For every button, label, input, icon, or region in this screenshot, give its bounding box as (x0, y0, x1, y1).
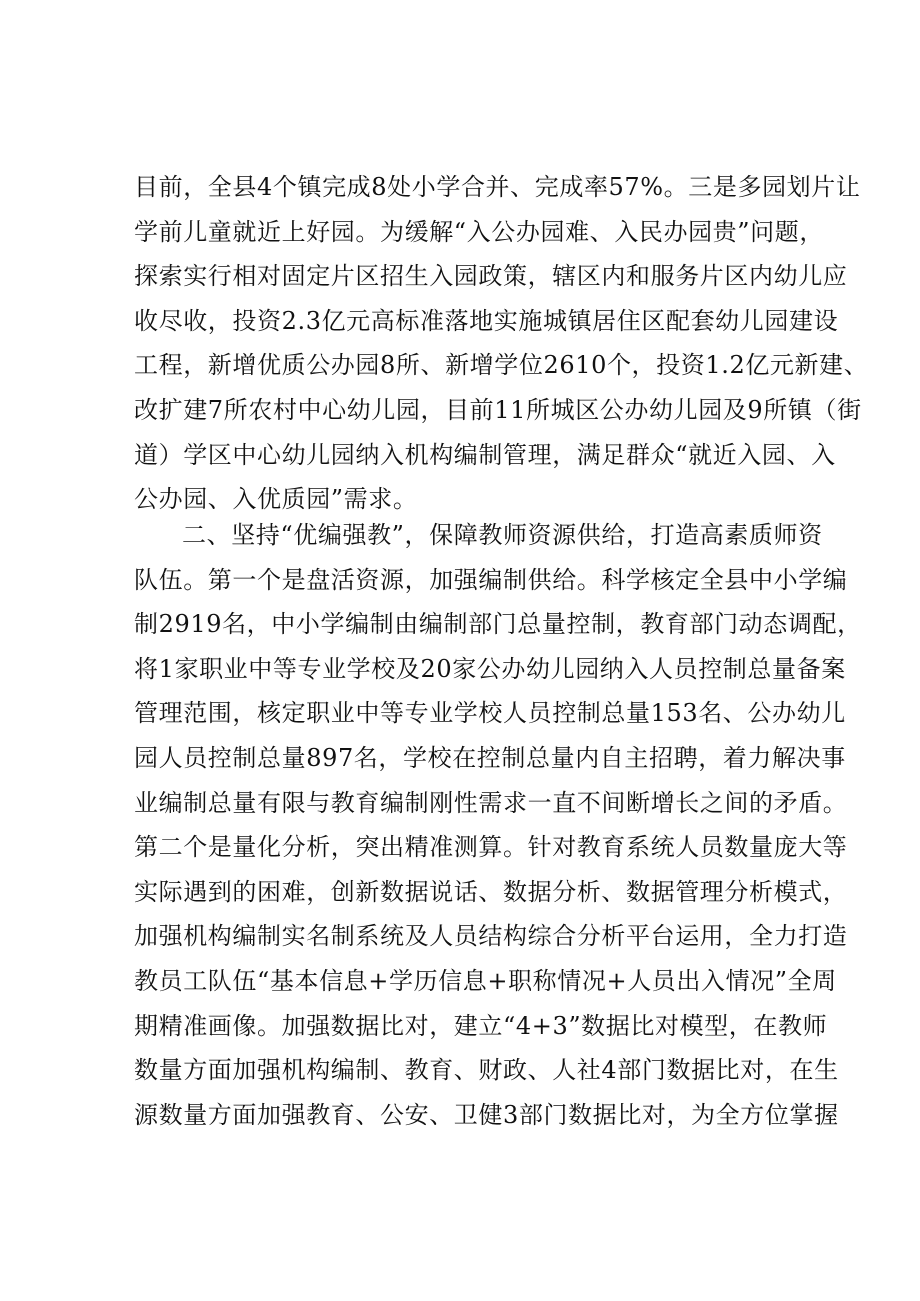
text-line: 道）学区中心幼儿园纳入机构编制管理，满足群众“就近入园、入 (134, 440, 836, 469)
text-line: 数量方面加强机构编制、教育、财政、人社4部门数据比对，在生 (134, 1056, 839, 1085)
text-line: 管理范围，核定职业中等专业学校人员控制总量153名、公办幼儿 (134, 699, 846, 728)
text-line: 将1家职业中等专业学校及20家公办幼儿园纳入人员控制总量备案 (134, 654, 846, 683)
text-line: 收尽收，投资2.3亿元高标准落地实施城镇居住区配套幼儿园建设 (134, 306, 839, 335)
text-line: 实际遇到的困难，创新数据说话、数据分析、数据管理分析模式， (134, 877, 848, 906)
text-line: 目前，全县4个镇完成8处小学合并、完成率57%。三是多园划片让 (134, 173, 861, 201)
paragraph-teacher-staffing (134, 513, 862, 1137)
text-line: 第二个是量化分析，突出精准测算。针对教育系统人员数量庞大等 (134, 833, 848, 862)
text-line: 二、坚持“优编强教”，保障教师资源供给，打造高素质师资 (182, 521, 823, 549)
text-line: 改扩建7所农村中心幼儿园，目前11所城区公办幼儿园及9所镇（街 (134, 395, 862, 424)
text-line: 学前儿童就近上好园。为缓解“入公办园难、入民办园贵”问题， (134, 217, 824, 246)
text-line: 制2919名，中小学编制由编制部门总量控制，教育部门动态调配， (134, 610, 862, 639)
text-line: 工程，新增优质公办园8所、新增学位2610个，投资1.2亿元新建、 (134, 351, 869, 380)
text-line: 加强机构编制实名制系统及人员结构综合分析平台运用，全力打造 (134, 922, 848, 951)
text-line: 队伍。第一个是盘活资源，加强编制供给。科学核定全县中小学编 (134, 565, 848, 594)
text-line: 教员工队伍“基本信息+学历信息+职称情况+人员出入情况”全周 (134, 966, 837, 995)
text-line: 期精准画像。加强数据比对，建立“4+3”数据比对模型，在教师 (134, 1011, 828, 1040)
text-line: 公办园、入优质园”需求。 (134, 485, 418, 514)
text-line: 源数量方面加强教育、公安、卫健3部门数据比对，为全方位掌握 (134, 1100, 839, 1129)
text-line: 业编制总量有限与教育编制刚性需求一直不间断增长之间的矛盾。 (134, 788, 848, 817)
text-line: 园人员控制总量897名，学校在控制总量内自主招聘，着力解决事 (134, 743, 846, 772)
text-line: 探索实行相对固定片区招生入园政策，辖区内和服务片区内幼儿应 (134, 262, 848, 291)
paragraph-kindergarten-policy (134, 165, 869, 522)
